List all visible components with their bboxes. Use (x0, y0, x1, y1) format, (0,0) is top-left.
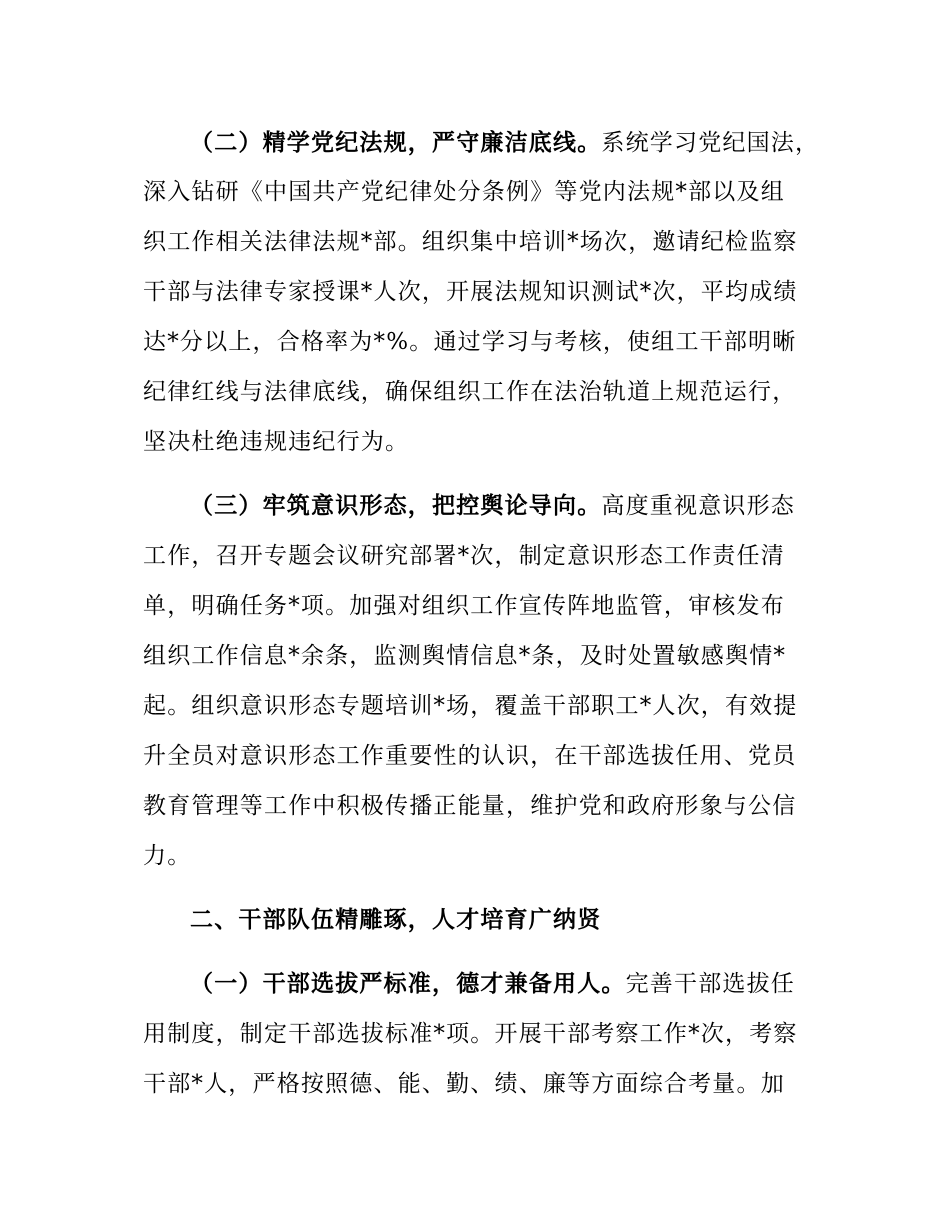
paragraph-line: 工作，召开专题会议研究部署*次，制定意识形态工作责任清 (143, 543, 785, 569)
paragraph-line (190, 491, 890, 521)
paragraph-line: 深入钻研《中国共产党纪律处分条例》等党内法规*部以及组 (143, 179, 785, 205)
paragraph-line: 力。 (143, 843, 192, 869)
paragraph-line: 教育管理等工作中积极传播正能量，维护党和政府形象与公信 (143, 793, 797, 819)
paragraph-line: 纪律红线与法律底线，确保组织工作在法治轨道上规范运行， (143, 379, 797, 405)
paragraph-line: 升全员对意识形态工作重要性的认识，在干部选拔任用、党员 (143, 743, 797, 769)
paragraph-line (190, 969, 890, 999)
paragraph-heading: （一）干部选拔严标准，德才兼备用人。 (190, 971, 626, 997)
paragraph-line: 起。组织意识形态专题培训*场，覆盖干部职工*人次，有效提 (143, 693, 798, 719)
paragraph-line (190, 128, 890, 158)
paragraph-line: 坚决杜绝违规违纪行为。 (143, 429, 410, 455)
section-title: 二、干部队伍精雕琢，人才培育广纳贤 (190, 907, 602, 933)
paragraph-line: 达*分以上，合格率为*%。通过学习与考核，使组工干部明晰 (143, 329, 797, 355)
paragraph-line: 组织工作信息*余条，监测舆情信息*条，及时处置敏感舆情* (143, 643, 787, 669)
paragraph-line: 织工作相关法律法规*部。组织集中培训*场次，邀请纪检监察 (143, 229, 798, 255)
paragraph-line: 单，明确任务*项。加强对组织工作宣传阵地监管，审核发布 (143, 593, 785, 619)
paragraph-text: 高度重视意识形态 (601, 493, 796, 519)
paragraph-text: 系统学习党纪国法， (601, 130, 820, 156)
paragraph-heading: （二）精学党纪法规，严守廉洁底线。 (190, 130, 602, 156)
paragraph-line: 用制度，制定干部选拔标准*项。开展干部考察工作*次，考察 (143, 1021, 798, 1047)
paragraph-line: 干部*人，严格按照德、能、勤、绩、廉等方面综合考量。加 (143, 1071, 785, 1097)
paragraph-text: 完善干部选拔任 (625, 971, 796, 997)
paragraph-line: 干部与法律专家授课*人次，开展法规知识测试*次，平均成绩 (143, 279, 798, 305)
paragraph-heading: （三）牢筑意识形态，把控舆论导向。 (190, 493, 602, 519)
